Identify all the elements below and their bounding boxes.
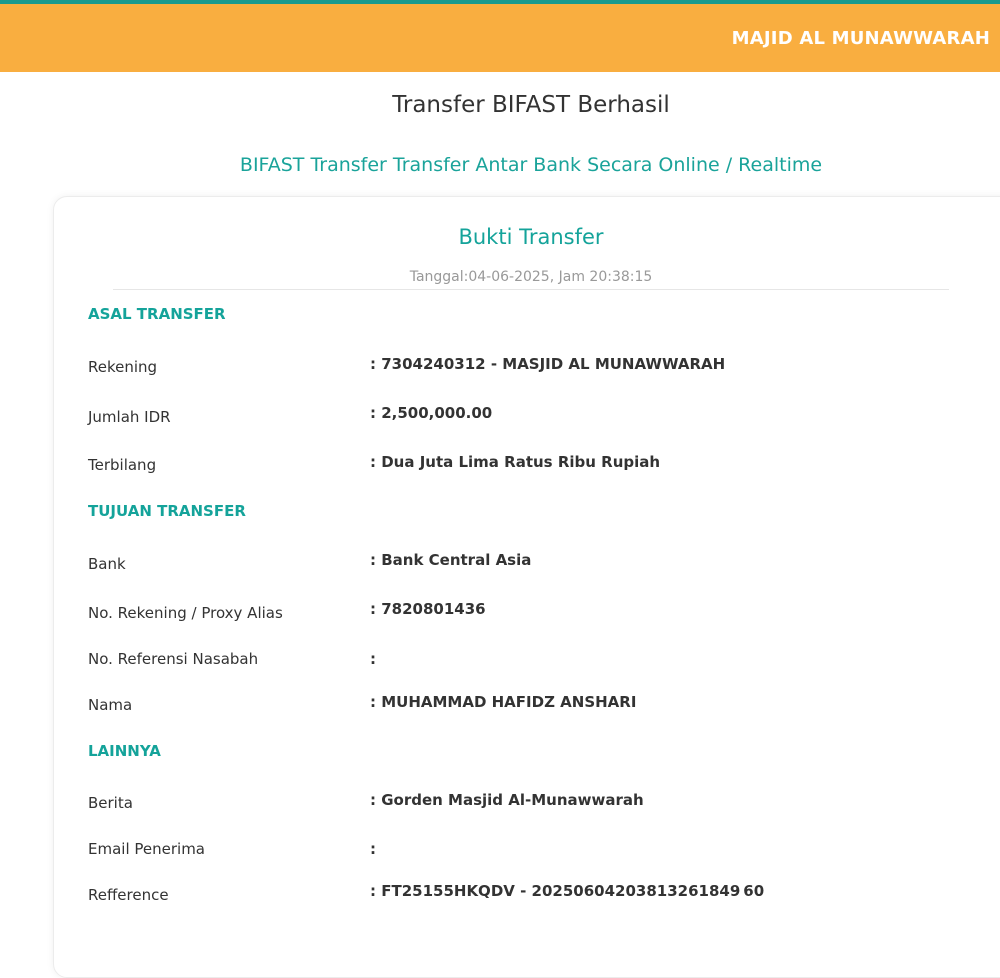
label-no-rekening: No. Rekening / Proxy Alias xyxy=(88,604,283,622)
label-bank: Bank xyxy=(88,555,126,573)
value-berita: : Gorden Masjid Al-Munawwarah xyxy=(370,791,644,809)
value-terbilang: : Dua Juta Lima Ratus Ribu Rupiah xyxy=(370,453,661,471)
label-email-penerima: Email Penerima xyxy=(88,840,205,858)
value-rekening: : 7304240312 - MASJID AL MUNAWWARAH xyxy=(370,355,726,373)
value-refference: : FT25155HKQDV - 20250604203813261849 60 xyxy=(370,882,765,900)
label-rekening: Rekening xyxy=(88,358,158,376)
label-berita: Berita xyxy=(88,794,133,812)
value-no-rekening: : 7820801436 xyxy=(370,600,486,618)
receipt-date: Tanggal:04-06-2025, Jam 20:38:15 xyxy=(409,269,653,285)
value-no-referensi-nasabah: : xyxy=(370,650,376,668)
section-heading-asal-transfer: ASAL TRANSFER xyxy=(88,305,226,323)
section-heading-lainnya: LAINNYA xyxy=(88,742,161,760)
label-jumlah-idr: Jumlah IDR xyxy=(88,408,171,426)
page-title: Transfer BIFAST Berhasil xyxy=(392,92,670,118)
header-bar xyxy=(0,4,1000,72)
receipt-divider xyxy=(113,289,949,290)
receipt-title: Bukti Transfer xyxy=(458,225,604,249)
label-no-referensi-nasabah: No. Referensi Nasabah xyxy=(88,650,259,668)
label-refference: Refference xyxy=(88,886,169,904)
page-subtitle: BIFAST Transfer Transfer Antar Bank Secara Online / Realtime xyxy=(239,154,823,176)
label-terbilang: Terbilang xyxy=(88,456,157,474)
value-bank: : Bank Central Asia xyxy=(370,551,532,569)
section-heading-tujuan-transfer: TUJUAN TRANSFER xyxy=(88,502,246,520)
value-nama: : MUHAMMAD HAFIDZ ANSHARI xyxy=(370,693,637,711)
value-email-penerima: : xyxy=(370,840,376,858)
value-jumlah-idr: : 2,500,000.00 xyxy=(370,404,493,422)
header-org-name[interactable]: MAJID AL MUNAWWARAH xyxy=(731,28,990,49)
label-nama: Nama xyxy=(88,696,133,714)
